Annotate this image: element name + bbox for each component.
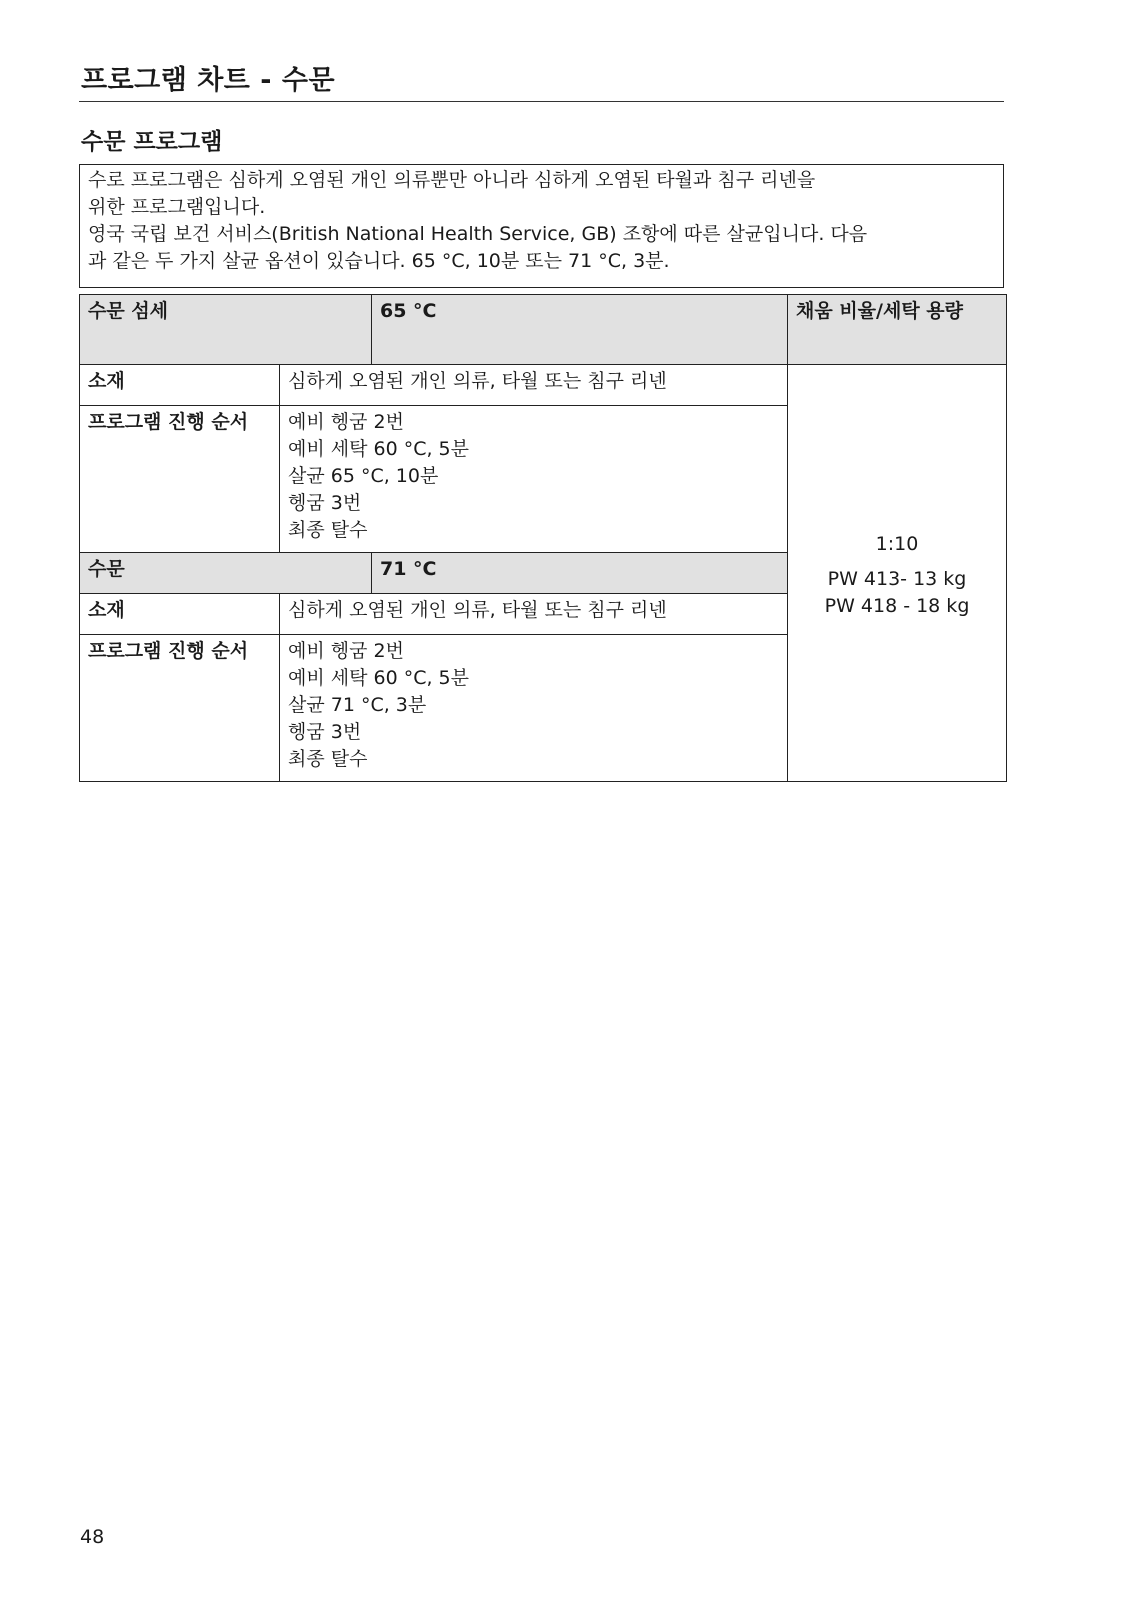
header-program-name: 수문 섬세 — [80, 295, 372, 365]
intro-line-2: 위한 프로그램입니다. — [88, 196, 266, 218]
sequence-step: 예비 헹굼 2번 — [288, 411, 404, 433]
sequence-step: 살균 65 °C, 10분 — [288, 465, 439, 487]
material-value: 심하게 오염된 개인 의류, 타월 또는 침구 리넨 — [280, 365, 788, 406]
sequence-step: 살균 71 °C, 3분 — [288, 694, 427, 716]
subheader-temperature: 71 °C — [372, 553, 788, 594]
table-row — [80, 365, 1007, 406]
page-number: 48 — [80, 1526, 105, 1548]
sequence-step: 헹굼 3번 — [288, 492, 362, 514]
section-title: 수문 프로그램 — [81, 129, 223, 155]
sequence-step: 예비 세탁 60 °C, 5분 — [288, 438, 469, 460]
sequence-step: 최종 탈수 — [288, 748, 368, 770]
intro-box — [79, 164, 1004, 288]
sequence-step: 최종 탈수 — [288, 519, 368, 541]
intro-line-3: 영국 국립 보건 서비스(British National Health Service, GB) 조항에 따른 살균입니다. 다음 — [88, 223, 868, 245]
intro-line-1: 수로 프로그램은 심하게 오염된 개인 의류뿐만 아니라 심하게 오염된 타월과 침구 리넨을 — [88, 169, 816, 191]
material-label: 소재 — [80, 594, 280, 635]
sequence-step: 예비 헹굼 2번 — [288, 640, 404, 662]
capacity-pw418: PW 418 - 18 kg — [824, 595, 970, 617]
material-label: 소재 — [80, 365, 280, 406]
material-value: 심하게 오염된 개인 의류, 타월 또는 침구 리넨 — [280, 594, 788, 635]
page-title: 프로그램 차트 - 수문 — [81, 65, 336, 96]
sequence-steps — [280, 406, 788, 553]
header-fill-ratio: 채움 비율/세탁 용량 — [788, 295, 1007, 365]
table-header-row — [80, 295, 1007, 365]
sequence-label: 프로그램 진행 순서 — [80, 406, 280, 553]
program-spec-table — [79, 294, 1007, 782]
sequence-step: 예비 세탁 60 °C, 5분 — [288, 667, 469, 689]
sequence-step: 헹굼 3번 — [288, 721, 362, 743]
subheader-program-name: 수문 — [80, 553, 372, 594]
title-divider — [79, 101, 1004, 102]
fill-ratio-cell — [788, 365, 1007, 782]
header-temperature: 65 °C — [372, 295, 788, 365]
fill-ratio-value: 1:10 — [875, 533, 919, 555]
sequence-label: 프로그램 진행 순서 — [80, 635, 280, 782]
capacity-pw413: PW 413- 13 kg — [827, 568, 967, 590]
sequence-steps — [280, 635, 788, 782]
intro-line-4: 과 같은 두 가지 살균 옵션이 있습니다. 65 °C, 10분 또는 71 °C, 3분. — [88, 250, 670, 272]
